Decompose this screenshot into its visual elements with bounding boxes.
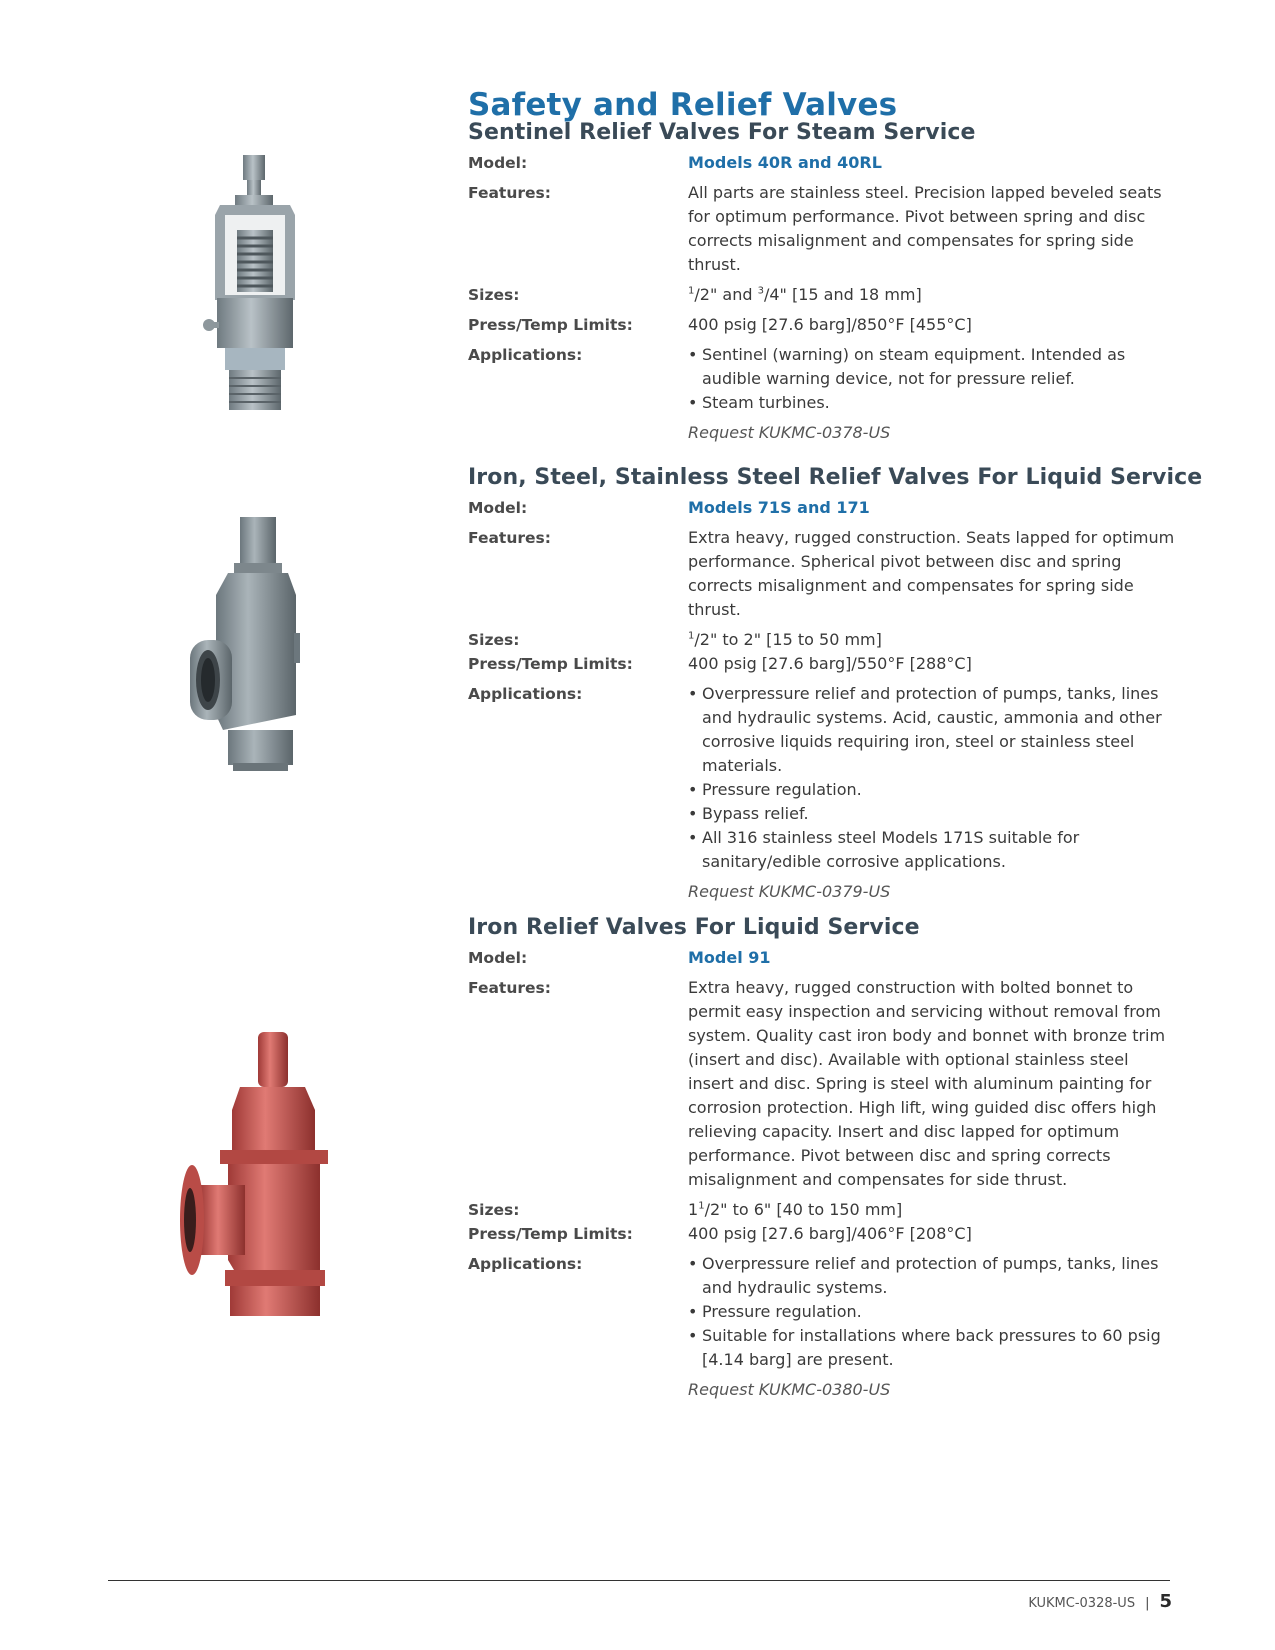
list-item: • Overpressure relief and protection of pumps, tanks, lines and hydraulic systems. Acid, caustic, ammonia and other corrosive liquids requiring iron, steel or stainless steel materials.: [688, 682, 1178, 778]
sizes-row: [468, 628, 1178, 652]
page-footer: [1028, 1591, 1172, 1612]
model-label: Model:: [468, 154, 528, 172]
features-value: Extra heavy, rugged construction with bolted bonnet to permit easy inspection and servicing without removal from system. Quality cast iron body and bonnet with bronze trim (insert and disc). Available with optional stainless steel insert and disc. Spring is steel with aluminum painting for corrosion protection. High lift, wing guided disc offers high relieving capacity. Insert and disc lapped for optimum performance. Pivot between disc and spring corrects misalignment and compensates for side thrust.: [688, 978, 1166, 1189]
press-temp-value: 400 psig [27.6 barg]/550°F [288°C]: [688, 654, 972, 673]
features-label: Features:: [468, 979, 551, 997]
features-label: Features:: [468, 184, 551, 202]
applications-label: Applications:: [468, 685, 583, 703]
list-item: • All 316 stainless steel Models 171S suitable for sanitary/edible corrosive applications.: [688, 826, 1178, 874]
applications-row: [468, 343, 1178, 415]
section-heading: Sentinel Relief Valves For Steam Service: [468, 120, 976, 145]
page-number: 5: [1159, 1591, 1172, 1612]
features-row: [468, 181, 1178, 277]
applications-list: [688, 1252, 1178, 1372]
press-temp-label: Press/Temp Limits:: [468, 1225, 633, 1243]
section-sentinel-steam: [468, 120, 1178, 445]
request-link[interactable]: Request KUKMC-0378-US: [688, 423, 891, 442]
sizes-label: Sizes:: [468, 286, 520, 304]
press-temp-row: [468, 313, 1178, 337]
iron-relief-valve-image: [180, 1030, 330, 1334]
section-heading: Iron Relief Valves For Liquid Service: [468, 915, 920, 940]
list-item: • Steam turbines.: [688, 391, 1178, 415]
model-label: Model:: [468, 949, 528, 967]
features-value: Extra heavy, rugged construction. Seats lapped for optimum performance. Spherical pivot between disc and spring corrects misalignment and compensates for spring side thrust.: [688, 528, 1175, 619]
press-temp-label: Press/Temp Limits:: [468, 655, 633, 673]
sentinel-relief-valve-image: [195, 150, 315, 424]
features-row: [468, 526, 1178, 622]
press-temp-value: 400 psig [27.6 barg]/406°F [208°C]: [688, 1224, 972, 1243]
section-iron-liquid: [468, 915, 1178, 1402]
model-row: [468, 496, 1178, 520]
liquid-relief-valve-image: [188, 515, 318, 779]
page-title: Safety and Relief Valves: [468, 86, 898, 123]
list-item: • Suitable for installations where back pressures to 60 psig [4.14 barg] are present.: [688, 1324, 1178, 1372]
applications-row: [468, 1252, 1178, 1372]
section-heading: Iron, Steel, Stainless Steel Relief Valves For Liquid Service: [468, 465, 1203, 490]
applications-label: Applications:: [468, 1255, 583, 1273]
model-value: Model 91: [688, 948, 771, 967]
list-item: • Pressure regulation.: [688, 1300, 1178, 1324]
features-label: Features:: [468, 529, 551, 547]
sizes-row: [468, 283, 1178, 307]
sizes-label: Sizes:: [468, 1201, 520, 1219]
press-temp-value: 400 psig [27.6 barg]/850°F [455°C]: [688, 315, 972, 334]
applications-list: [688, 682, 1178, 874]
model-label: Model:: [468, 499, 528, 517]
press-temp-row: [468, 652, 1178, 676]
request-link[interactable]: Request KUKMC-0379-US: [688, 882, 891, 901]
footer-divider: [108, 1580, 1170, 1581]
sizes-value: $^1$/2" and $^3$/4" [15 and 18 mm]: [688, 285, 922, 304]
features-value: All parts are stainless steel. Precision lapped beveled seats for optimum performance. Pivot between spring and disc corrects misalignment and compensates for spring side thrust.: [688, 183, 1162, 274]
request-row: [468, 421, 1178, 445]
list-item: • Pressure regulation.: [688, 778, 1178, 802]
sizes-value: $1^1/2$" to 6" [40 to 150 mm]: [688, 1200, 903, 1219]
request-row: [468, 880, 1178, 904]
list-item: • Sentinel (warning) on steam equipment. Intended as audible warning device, not for pressure relief.: [688, 343, 1178, 391]
list-item: • Bypass relief.: [688, 802, 1178, 826]
request-link[interactable]: Request KUKMC-0380-US: [688, 1380, 891, 1399]
model-row: [468, 946, 1178, 970]
list-item: • Overpressure relief and protection of pumps, tanks, lines and hydraulic systems.: [688, 1252, 1178, 1300]
model-value: Models 71S and 171: [688, 498, 870, 517]
applications-list: [688, 343, 1178, 415]
applications-label: Applications:: [468, 346, 583, 364]
sizes-value: $^1$/2" to 2" [15 to 50 mm]: [688, 630, 882, 649]
section-liquid-steel: [468, 465, 1203, 904]
sizes-label: Sizes:: [468, 631, 520, 649]
model-value: Models 40R and 40RL: [688, 153, 882, 172]
applications-row: [468, 682, 1178, 874]
footer-separator: |: [1145, 1596, 1150, 1611]
model-row: [468, 151, 1178, 175]
press-temp-label: Press/Temp Limits:: [468, 316, 633, 334]
press-temp-row: [468, 1222, 1178, 1246]
features-row: [468, 976, 1178, 1192]
request-row: [468, 1378, 1178, 1402]
sizes-row: [468, 1198, 1178, 1222]
footer-doc-code: KUKMC-0328-US: [1028, 1596, 1136, 1611]
